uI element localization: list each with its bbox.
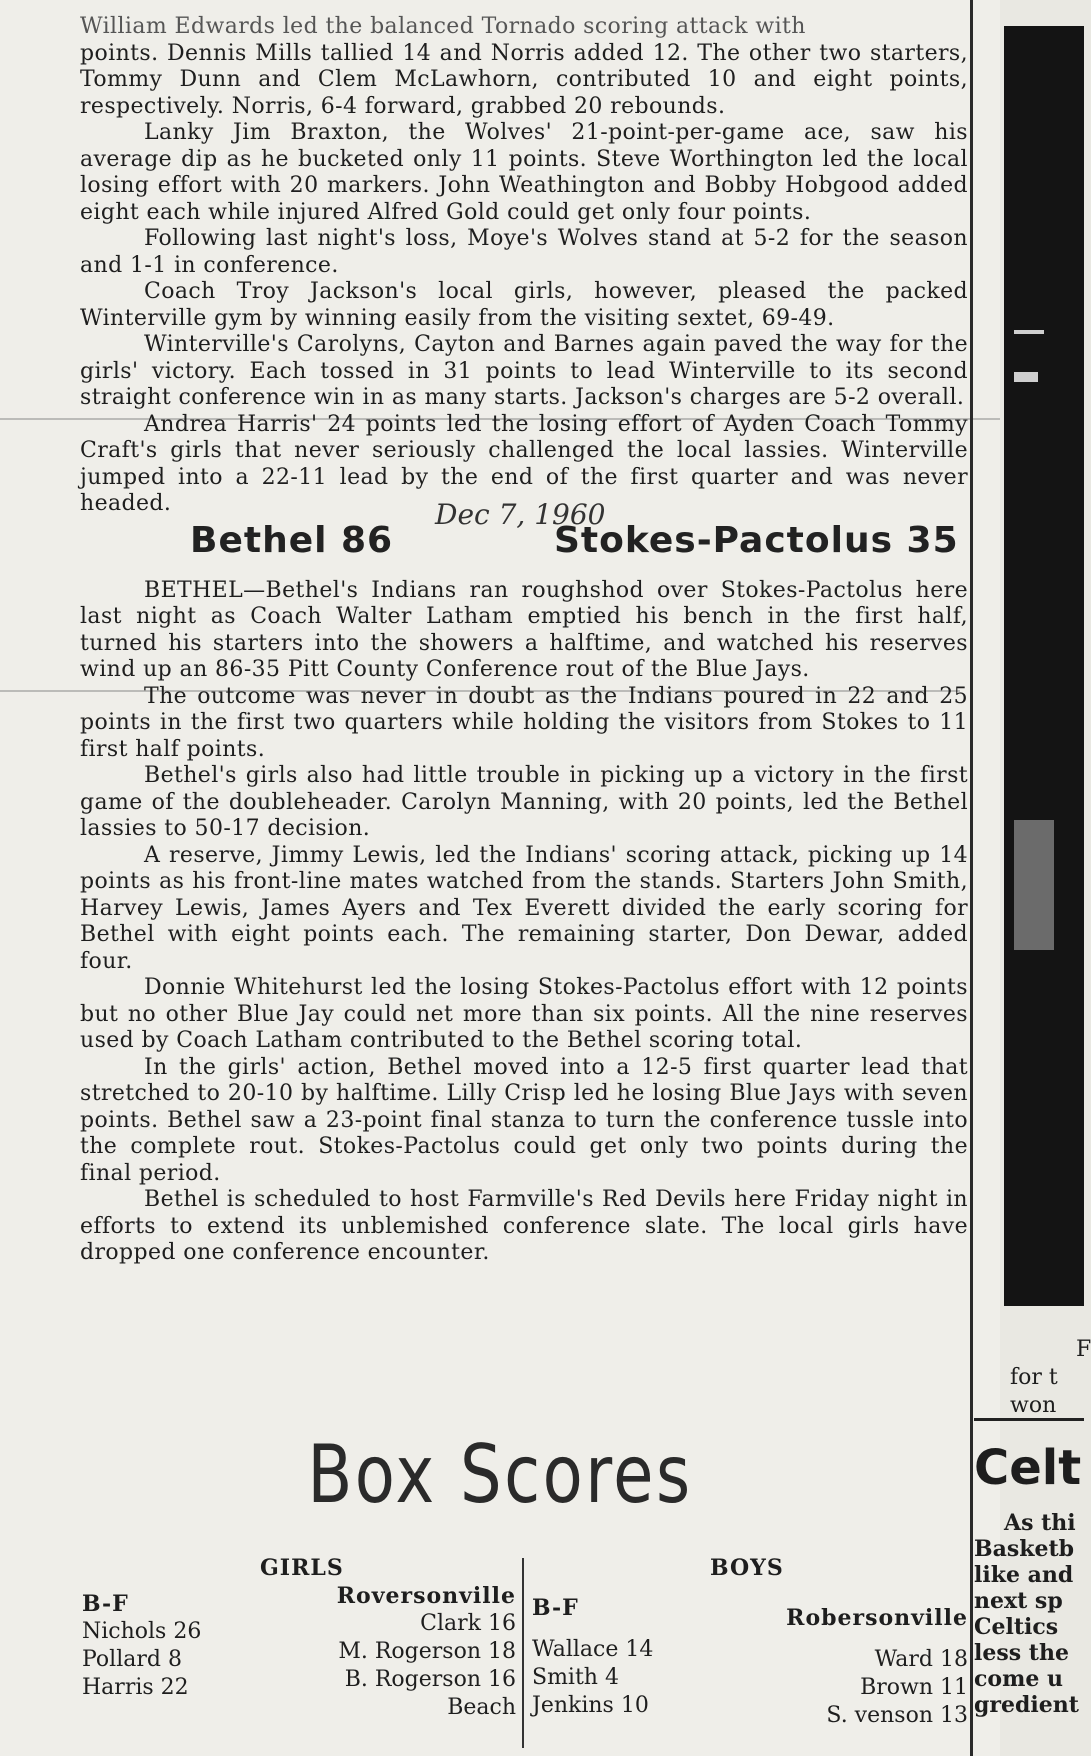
paragraph: BETHEL—Bethel's Indians ran roughshod over Stokes-Pactolus here last night as Coach Walter Latham emptied his bench in the first half, turned his starters into the showers a halftime, and watched his reserves wind up an 86-35 Pitt County Conference rout of the Blue Jays. bbox=[80, 577, 968, 682]
player-line: S. venson 13 bbox=[826, 1703, 968, 1728]
box-scores-title: Box Scores bbox=[307, 1428, 693, 1521]
player-line: M. Rogerson 18 bbox=[338, 1639, 516, 1664]
photo-detail bbox=[1014, 330, 1044, 334]
boys-left-team: B-F Wallace 14 Smith 4 Jenkins 10 bbox=[532, 1595, 654, 1718]
girls-right-team: Roversonville Clark 16 M. Rogerson 18 B. Rogerson 16 Beach bbox=[300, 1582, 516, 1722]
girls-header: GIRLS bbox=[260, 1555, 344, 1581]
player-line: Smith 4 bbox=[532, 1665, 619, 1690]
paragraph: Bethel is scheduled to host Farmville's Red Devils here Friday night in efforts to extend its unblemished conference slate. The local girls have dropped one conference encounter. bbox=[80, 1187, 968, 1265]
paragraph: Lanky Jim Braxton, the Wolves' 21-point-per-game ace, saw his average dip as he bucketed only 11 points. Steve Worthington led the local losing effort with 20 markers. John Weathington and Bobby Hobgood added eight each while injured Alfred Gold could get only four points. bbox=[80, 120, 968, 225]
headline bbox=[80, 497, 968, 574]
player-line: Harris 22 bbox=[82, 1675, 189, 1700]
player-line: B. Rogerson 16 bbox=[344, 1667, 516, 1692]
player-line: Beach bbox=[447, 1695, 516, 1720]
player-line: Nichols 26 bbox=[82, 1619, 202, 1644]
paragraph: Coach Troy Jackson's local girls, however, pleased the packed Winterville gym by winning easily from the visiting sextet, 69-49. bbox=[80, 279, 968, 331]
boys-right-team: Robersonville Ward 18 Brown 11 S. venson 13 bbox=[760, 1604, 968, 1730]
paragraph: Bethel's girls also had little trouble in picking up a victory in the first game of the doubleheader. Carolyn Manning, with 20 points, led the Bethel lassies to 50-17 decision. bbox=[80, 763, 968, 841]
girls-left-team: B-F Nichols 26 Pollard 8 Harris 22 bbox=[82, 1591, 202, 1700]
player-line: Clark 16 bbox=[420, 1611, 516, 1636]
side-article: Celt As thi Basketb like and next sp Celtics less the come u gredient bbox=[974, 1440, 1084, 1718]
paragraph: William Edwards led the balanced Tornado scoring attack with bbox=[80, 14, 806, 39]
headline-right: Stokes-Pactolus 35 bbox=[554, 519, 959, 561]
paragraph: A reserve, Jimmy Lewis, led the Indians' scoring attack, picking up 14 points as his front-line mates watched from the stands. Starters John Smith, Harvey Lewis, James Ayers and Tex Everett divided the early scoring for Bethel with eight points each. The remaining starter, Don Dewar, added four. bbox=[80, 842, 968, 974]
paragraph: points. Dennis Mills tallied 14 and Norris added 12. The other two starters, Tommy Dunn and Clem McLawhorn, contributed 10 and eight points, respectively. Norris, 6-4 forward, grabbed 20 rebounds. bbox=[80, 40, 968, 119]
photo-caption: F for t won bbox=[1010, 1337, 1091, 1418]
newspaper-photo bbox=[1004, 26, 1084, 1306]
paragraph: Following last night's loss, Moye's Wolves stand at 5-2 for the season and 1-1 in conference. bbox=[80, 226, 968, 278]
player-line: Ward 18 bbox=[874, 1647, 968, 1672]
paragraph: Winterville's Carolyns, Cayton and Barnes again paved the way for the girls' victory. Each tossed in 31 points to lead Winterville to its second straight conference win in as many starts. Jackson's charges are 5-2 overall. bbox=[80, 332, 968, 410]
handwritten-date: Dec 7, 1960 bbox=[435, 497, 606, 531]
column-rule bbox=[970, 0, 973, 1756]
player-line: Jenkins 10 bbox=[532, 1693, 649, 1718]
article-column bbox=[80, 14, 968, 1267]
headline-left: Bethel 86 bbox=[190, 519, 394, 561]
photo-detail bbox=[1014, 820, 1054, 950]
paragraph: In the girls' action, Bethel moved into a 12-5 first quarter lead that stretched to 20-10 by halftime. Lilly Crisp led he losing Blue Jays with seven points. Bethel saw a 23-point final stanza to turn the conference tussle into the complete rout. Stokes-Pactolus could get only two points during the final period. bbox=[80, 1054, 968, 1186]
player-line: Wallace 14 bbox=[532, 1637, 654, 1662]
photo-detail bbox=[1014, 372, 1038, 382]
side-headline: Celt bbox=[974, 1440, 1082, 1496]
paragraph: Donnie Whitehurst led the losing Stokes-Pactolus effort with 12 points but no other Blue Jay could net more than six points. All the nine reserves used by Coach Latham contributed to the Bethel scoring total. bbox=[80, 975, 968, 1053]
paragraph: Andrea Harris' 24 points led the losing effort of Ayden Coach Tommy Craft's girls that never seriously challenged the local lassies. Winterville jumped into a 22-11 lead by the end of the first quarter and was never headed. bbox=[80, 411, 968, 516]
paragraph: The outcome was never in doubt as the Indians poured in 22 and 25 points in the first two quarters while holding the visitors from Stokes to 11 first half points. bbox=[80, 683, 968, 762]
column-rule bbox=[974, 1418, 1084, 1421]
box-divider bbox=[522, 1558, 524, 1748]
boys-header: BOYS bbox=[710, 1555, 784, 1581]
player-line: Brown 11 bbox=[860, 1675, 968, 1700]
player-line: Pollard 8 bbox=[82, 1647, 182, 1672]
